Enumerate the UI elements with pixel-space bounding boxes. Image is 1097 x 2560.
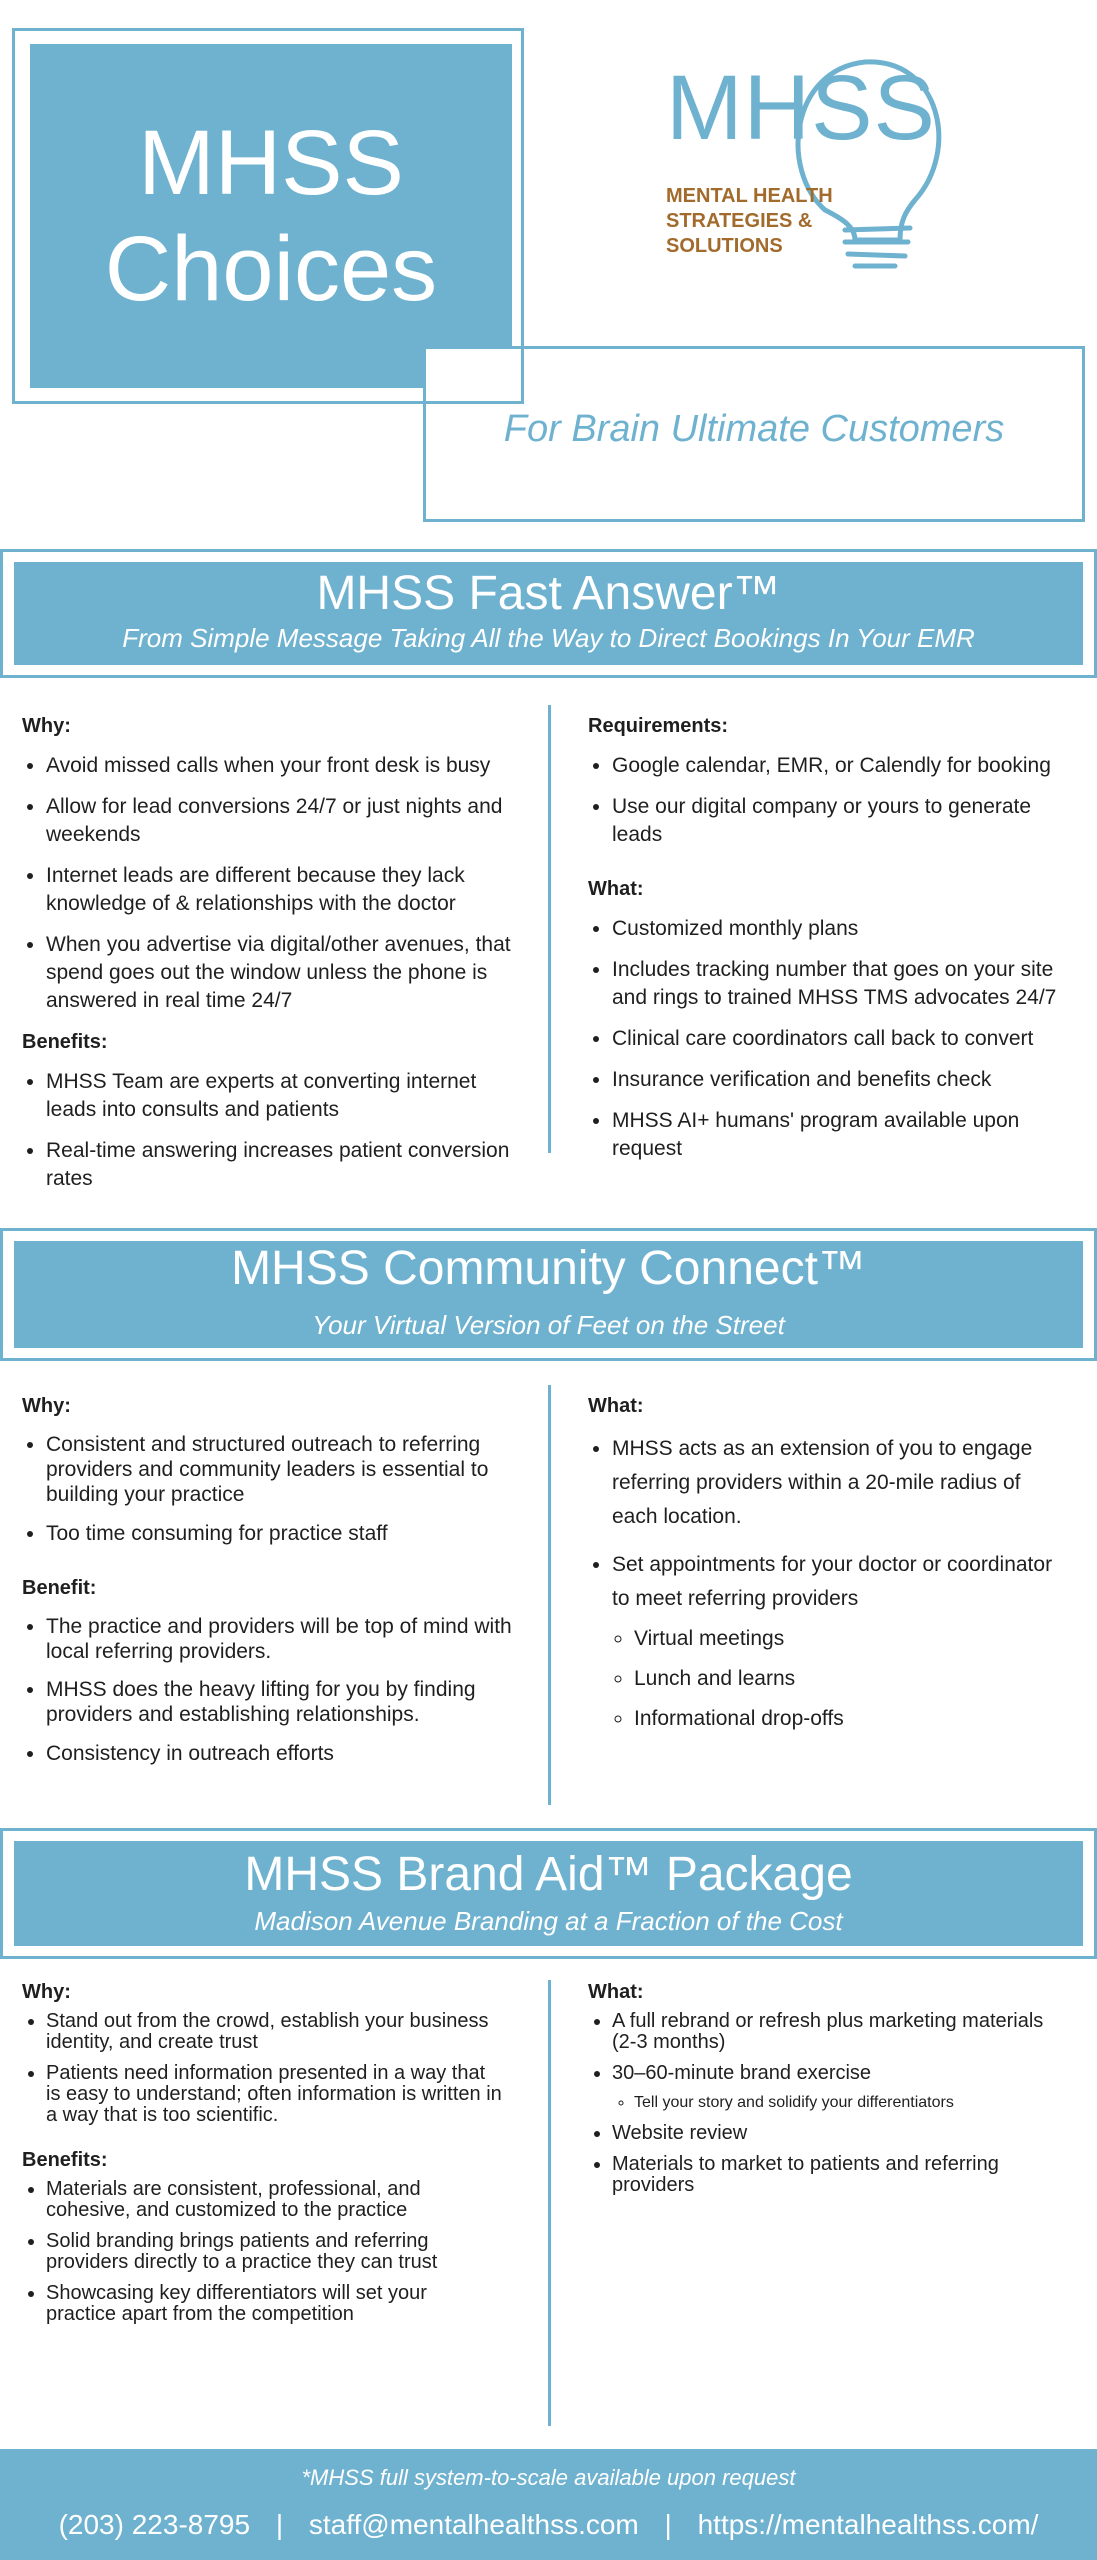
community-connect-title: MHSS Community Connect™ bbox=[231, 1242, 866, 1295]
fast-answer-requirements-heading: Requirements: bbox=[588, 715, 729, 737]
list-item: • Customized monthly plans bbox=[612, 915, 1068, 943]
list-item: • Avoid missed calls when your front desk is busy bbox=[46, 752, 512, 780]
list-item: • Materials are consistent, professional, and cohesive, and customized to the practice bbox=[46, 2179, 502, 2221]
brand-aid-divider bbox=[548, 1980, 551, 2426]
list-item: • MHSS Team are experts at converting internet leads into consults and patients bbox=[46, 1068, 512, 1124]
logo-sub-line2: STRATEGIES & bbox=[666, 210, 813, 232]
community-connect-what-list bbox=[588, 1432, 1068, 1736]
brand-aid-why-list bbox=[22, 2011, 502, 2126]
email-link[interactable]: staff@mentalhealthss.com bbox=[308, 2509, 639, 2540]
fast-answer-banner bbox=[14, 562, 1083, 665]
logo-sub-line3: SOLUTIONS bbox=[666, 235, 783, 257]
tagline-box-mask bbox=[426, 349, 512, 391]
fast-answer-title: MHSS Fast Answer™ bbox=[316, 567, 781, 620]
brand-aid-banner bbox=[14, 1841, 1083, 1946]
brand-aid-subtitle: Madison Avenue Branding at a Fraction of the Cost bbox=[254, 1906, 843, 1936]
list-item: • Consistency in outreach efforts bbox=[46, 1740, 512, 1768]
fast-answer-subtitle: From Simple Message Taking All the Way to Direct Bookings In Your EMR bbox=[122, 623, 975, 653]
list-item: • Patients need information presented in a way that is easy to understand; often information is written in a way that is too scientific. bbox=[46, 2063, 502, 2126]
footer-contact bbox=[0, 2509, 1097, 2541]
fast-answer-what-list bbox=[588, 915, 1068, 1163]
brand-aid-benefits-heading: Benefits: bbox=[22, 2149, 108, 2171]
list-item: • Too time consuming for practice staff bbox=[46, 1520, 512, 1548]
footer-separator: | bbox=[664, 2509, 672, 2540]
brand-aid-benefits-list bbox=[22, 2179, 502, 2325]
tagline: For Brain Ultimate Customers bbox=[503, 408, 1005, 450]
list-item: • Insurance verification and benefits check bbox=[612, 1066, 1068, 1094]
brand-aid-what-sublist bbox=[612, 2092, 1058, 2113]
page-title bbox=[30, 44, 512, 388]
list-item: • MHSS does the heavy lifting for you by finding providers and establishing relationships. bbox=[46, 1677, 512, 1727]
logo-sub-line1: MENTAL HEALTH bbox=[666, 185, 833, 207]
fast-answer-benefits-heading: Benefits: bbox=[22, 1031, 108, 1053]
list-item: • Showcasing key differentiators will set your practice apart from the competition bbox=[46, 2283, 502, 2325]
list-item: • Includes tracking number that goes on your site and rings to trained MHSS TMS advocates 24/7 bbox=[612, 956, 1068, 1012]
brand-aid-left-column bbox=[22, 1982, 502, 2335]
tagline-box-connector bbox=[423, 349, 426, 389]
list-item: • Website review bbox=[612, 2123, 1058, 2144]
list-item: • Materials to market to patients and referring providers bbox=[612, 2154, 1058, 2196]
list-item-text: 30–60-minute brand exercise bbox=[612, 2062, 872, 2084]
list-item bbox=[612, 2063, 1058, 2113]
list-item: • Real-time answering increases patient conversion rates bbox=[46, 1137, 512, 1193]
list-item: • Google calendar, EMR, or Calendly for booking bbox=[612, 752, 1068, 780]
page-title-line1: MHSS bbox=[138, 112, 404, 214]
community-connect-banner bbox=[14, 1241, 1083, 1348]
sub-list-item: ◦ Informational drop-offs bbox=[634, 1702, 1068, 1736]
community-connect-subtitle: Your Virtual Version of Feet on the Street bbox=[312, 1310, 785, 1340]
website-link[interactable]: https://mentalhealthss.com/ bbox=[697, 2509, 1039, 2540]
sub-list-item: ◦ Lunch and learns bbox=[634, 1662, 1068, 1696]
footer-note: *MHSS full system-to-scale available upon request bbox=[301, 2465, 796, 2490]
list-item: • MHSS acts as an extension of you to engage referring providers within a 20-mile radius of each location. bbox=[612, 1432, 1068, 1534]
fast-answer-why-list bbox=[22, 752, 512, 1015]
brand-aid-why-heading: Why: bbox=[22, 1981, 71, 2003]
footer bbox=[0, 2449, 1097, 2560]
fast-answer-benefits-list bbox=[22, 1068, 512, 1193]
list-item: • Internet leads are different because they lack knowledge of & relationships with the doctor bbox=[46, 862, 512, 918]
list-item: • The practice and providers will be top of mind with local referring providers. bbox=[46, 1614, 512, 1664]
community-connect-divider bbox=[548, 1385, 551, 1805]
fast-answer-divider bbox=[548, 705, 551, 1153]
list-item: • Stand out from the crowd, establish your business identity, and create trust bbox=[46, 2011, 502, 2053]
community-connect-benefit-list bbox=[22, 1614, 512, 1768]
list-item: • MHSS AI+ humans' program available upon request bbox=[612, 1107, 1068, 1163]
list-item: • Solid branding brings patients and referring providers directly to a practice they can trust bbox=[46, 2231, 502, 2273]
logo-wordmark: MHSS bbox=[666, 57, 936, 159]
fast-answer-right-column bbox=[588, 712, 1068, 1176]
fast-answer-what-heading: What: bbox=[588, 878, 644, 900]
list-item: • A full rebrand or refresh plus marketing materials (2-3 months) bbox=[612, 2011, 1058, 2053]
list-item: • Use our digital company or yours to generate leads bbox=[612, 793, 1068, 849]
community-connect-why-list bbox=[22, 1432, 512, 1548]
community-connect-benefit-heading: Benefit: bbox=[22, 1577, 97, 1599]
footer-separator: | bbox=[275, 2509, 284, 2540]
list-item: • Allow for lead conversions 24/7 or just nights and weekends bbox=[46, 793, 512, 849]
fast-answer-why-heading: Why: bbox=[22, 715, 71, 737]
phone-link[interactable]: (203) 223-8795 bbox=[58, 2509, 251, 2540]
list-item-text: Set appointments for your doctor or coordinator to meet referring providers bbox=[612, 1553, 1053, 1610]
community-connect-right-column bbox=[588, 1392, 1068, 1750]
logo-subtitle bbox=[666, 184, 833, 259]
mhss-logo bbox=[650, 50, 970, 280]
sub-list-item: ◦ Tell your story and solidify your differentiators bbox=[634, 2092, 1058, 2113]
brand-aid-title: MHSS Brand Aid™ Package bbox=[244, 1848, 853, 1901]
list-item: • Clinical care coordinators call back to convert bbox=[612, 1025, 1068, 1053]
community-connect-why-heading: Why: bbox=[22, 1395, 71, 1417]
community-connect-what-heading: What: bbox=[588, 1395, 644, 1417]
page-title-line2: Choices bbox=[104, 218, 438, 320]
list-item bbox=[612, 1548, 1068, 1736]
brand-aid-what-list bbox=[588, 2011, 1058, 2196]
list-item: • Consistent and structured outreach to referring providers and community leaders is essential to building your practice bbox=[46, 1432, 512, 1507]
community-connect-left-column bbox=[22, 1392, 512, 1781]
sub-list-item: ◦ Virtual meetings bbox=[634, 1622, 1068, 1656]
fast-answer-requirements-list bbox=[588, 752, 1068, 849]
fast-answer-left-column bbox=[22, 712, 512, 1206]
community-connect-what-sublist bbox=[612, 1622, 1068, 1736]
list-item: • When you advertise via digital/other avenues, that spend goes out the window unless the phone is answered in real time 24/7 bbox=[46, 931, 512, 1015]
brand-aid-right-column bbox=[588, 1982, 1058, 2206]
brand-aid-what-heading: What: bbox=[588, 1981, 644, 2003]
